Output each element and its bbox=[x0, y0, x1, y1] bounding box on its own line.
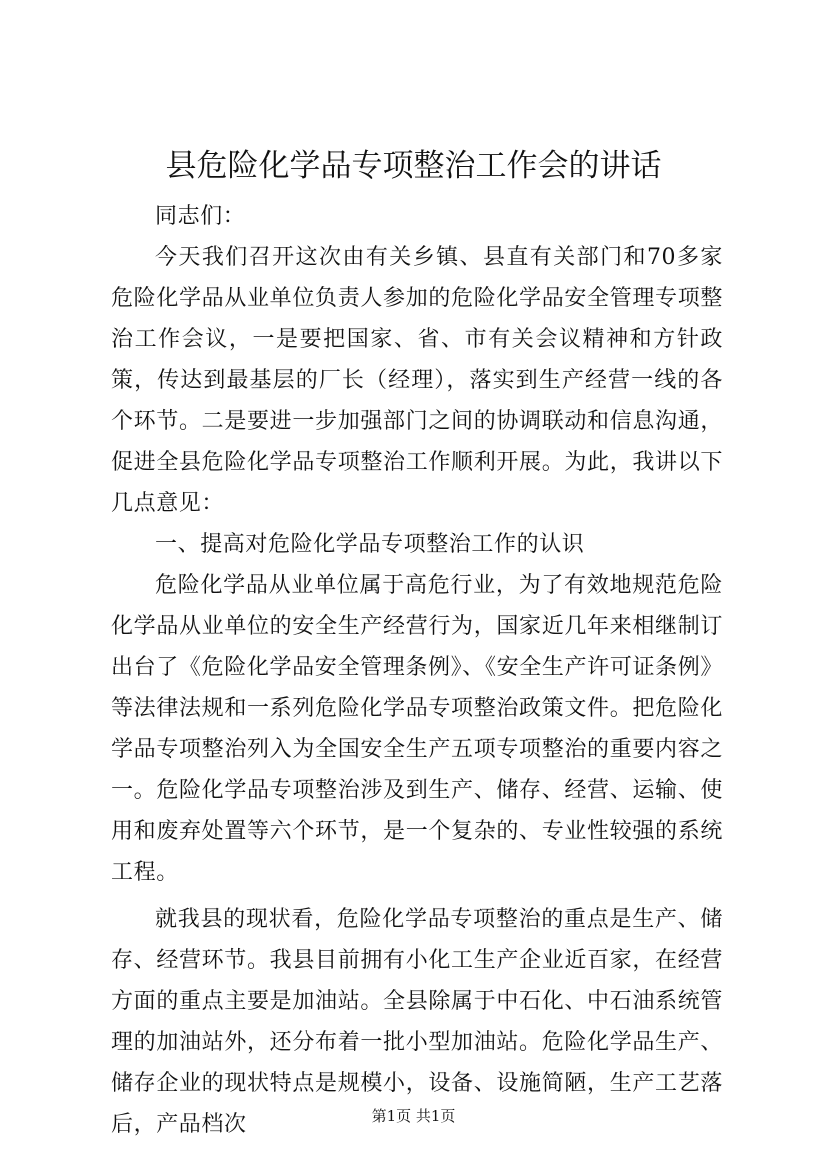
page-footer: 第1页 共1页 bbox=[371, 1107, 456, 1125]
salutation-paragraph: 同志们： bbox=[155, 204, 246, 229]
section-heading: 一、提高对危险化学品专项整治工作的认识 bbox=[155, 532, 585, 557]
document-title: 县危险化学品专项整治工作会的讲话 bbox=[165, 148, 662, 184]
document-body bbox=[111, 196, 723, 1145]
body-paragraph: 就我县的现状看，危险化学品专项整治的重点是生产、储存、经营环节。我县目前拥有小化工生产企业近百家，在经营方面的重点主要是加油站。全县除属于中石化、中石油系统管理的加油站外，还分布着一批小型加油站。危险化学品生产、储存企业的现状特点是规模小，设备、设施简陋，生产工艺落后，产品档次 bbox=[111, 907, 723, 1137]
body-paragraph: 危险化学品从业单位属于高危行业，为了有效地规范危险化学品从业单位的安全生产经营行为，国家近几年来相继制订出台了《危险化学品安全管理条例》、《安全生产许可证条例》等法律法规和一系列危险化学品专项整治政策文件。把危险化学品专项整治列入为全国安全生产五项专项整治的重要内容之一。危险化学品专项整治涉及到生产、储存、经营、运输、使用和废弃处置等六个环节，是一个复杂的、专业性较强的系统工程。 bbox=[111, 573, 723, 885]
intro-paragraph: 今天我们召开这次由有关乡镇、县直有关部门和70多家危险化学品从业单位负责人参加的危险化学品安全管理专项整治工作会议，一是要把国家、省、市有关会议精神和方针政策，传达到最基层的厂长（经理），落实到生产经营一线的各个环节。二是要进一步加强部门之间的协调联动和信息沟通，促进全县危险化学品专项整治工作顺利开展。为此，我讲以下几点意见： bbox=[111, 245, 723, 516]
